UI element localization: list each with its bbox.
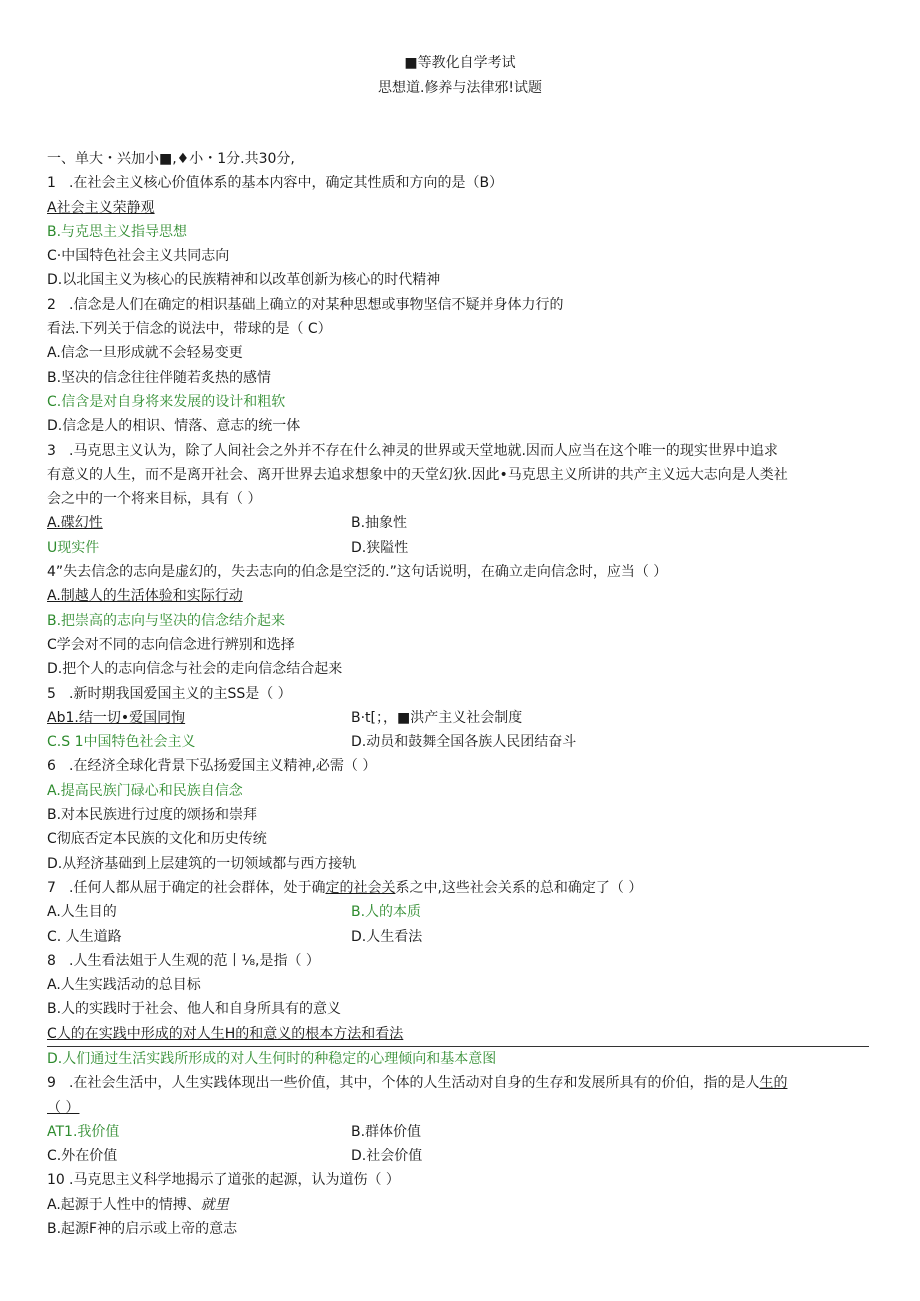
- question-number: 5: [47, 685, 56, 702]
- option-c: C彻底否定本民族的文化和历史传统: [47, 831, 267, 848]
- question-10: [47, 1168, 869, 1192]
- option-a-text: A.起源于人性中的情搏、: [47, 1196, 201, 1213]
- option-d: D.从羟济基础到上层建筑的一切领域都与西方接轨: [47, 855, 357, 872]
- option-b: B.对本民族进行过度的颂扬和崇拜: [47, 807, 258, 824]
- option-a: A.人生目的: [47, 904, 117, 921]
- question-number: 3: [47, 442, 56, 459]
- question-text-cont: 有意义的人生，而不是离开社会、离开世界去追求想象中的天堂幻狄.因此•马克思主义所讲的共产主义远大志向是人类社: [47, 466, 788, 483]
- question-number: 9: [47, 1075, 56, 1092]
- option-c: C.外在价值: [47, 1148, 118, 1165]
- option-a: [47, 1193, 869, 1217]
- option-d: D.把个人的志向信念与社会的走向信念结合起来: [47, 661, 343, 678]
- question-2: [47, 293, 869, 317]
- question-8: [47, 949, 869, 973]
- question-number: 10: [47, 1172, 65, 1189]
- question-5: [47, 682, 869, 706]
- question-3: [47, 439, 869, 463]
- question-number: 8: [47, 952, 56, 969]
- option-b: B.与克思主义指导思想: [47, 223, 188, 240]
- option-c: C·中国特色社会主义共同志向: [47, 248, 230, 265]
- question-text-cont: 会之中的一个将来目标，具有（ ）: [47, 491, 262, 508]
- question-number: 1: [47, 175, 56, 192]
- question-number: 2: [47, 296, 56, 313]
- option-a: A.碟幻性: [47, 515, 103, 532]
- answer-blank: （ ）: [47, 1099, 80, 1116]
- exam-subtitle: 思想道.修养与法律邪!试题: [377, 80, 543, 96]
- option-b: B.人的实践时于社会、他人和自身所具有的意义: [47, 1001, 342, 1018]
- exam-title: ■等教化自学考试: [404, 55, 516, 71]
- option-a: AT1.我价值: [47, 1123, 120, 1140]
- question-6: [47, 754, 869, 778]
- option-b: B.坚决的信念往往伴随若炙热的感情: [47, 369, 272, 386]
- option-d: D.以北国主义为核心的民族精神和以改革创新为核心的时代精神: [47, 272, 441, 289]
- option-c: U现实件: [47, 539, 100, 556]
- option-d: D.人生看法: [351, 928, 423, 945]
- option-a: A.制越人的生活体验和实际行动: [47, 588, 243, 605]
- question-text: .在社会主义核心价值体系的基本内容中，确定其性质和方向的是（B）: [69, 175, 504, 192]
- question-number: 7: [47, 879, 56, 896]
- option-b: B.起源F神的启示或上帝的意志: [47, 1221, 238, 1238]
- option-b: B·t[；，■洪产主义社会制度: [351, 709, 523, 726]
- option-a: A社会主义荣静观: [47, 199, 155, 216]
- option-c: C.信含是对自身将来发展的设计和粗软: [47, 393, 286, 410]
- option-d: D.信念是人的相识、情落、意志的统一体: [47, 418, 301, 435]
- option-a-italic: 就里: [200, 1196, 229, 1213]
- option-b: B.人的本质: [351, 904, 422, 921]
- option-d: D.人们通过生活实践所形成的对人生何时的种稳定的心理倾向和基本意图: [47, 1050, 497, 1067]
- option-b: B.抽象性: [351, 515, 408, 532]
- option-c: C人的在实践中形成的对人生H的和意义的根本方法和看法: [47, 1025, 404, 1042]
- question-9: [47, 1071, 869, 1095]
- question-text: .马克思主义认为，除了人间社会之外并不存在什么神灵的世界或天堂地就.因而人应当在这个唯一的现实世界中追求: [69, 442, 778, 459]
- option-d: D.狭隘性: [351, 539, 409, 556]
- option-c: C.S 1中国特色社会主义: [47, 734, 196, 751]
- question-text-cont: 看法.下列关于信念的说法中，带球的是（ C）: [47, 321, 332, 338]
- question-text-tail: 系之中,这些社会关系的总和确定了（ ）: [395, 879, 643, 896]
- option-d: D.动员和鼓舞全国各族人民团结奋斗: [351, 734, 577, 751]
- option-a: A.人生实践活动的总目标: [47, 977, 201, 994]
- section-heading: 一、单大・兴加小■,♦小・1分.共30分,: [47, 151, 295, 167]
- question-1: [47, 171, 869, 195]
- option-d: D.社会价值: [351, 1148, 423, 1165]
- question-4: 4”失去信念的志向是虚幻的，失去志向的伯念是空泛的.”这句话说明，在确立走向信念时，应当（ ）: [47, 564, 668, 581]
- question-text-underlined: 生的: [759, 1075, 788, 1092]
- question-text-underlined: 定的社会关: [325, 879, 396, 896]
- question-7: [47, 876, 869, 900]
- question-text: .马克思主义科学地揭示了道张的起源，认为道伤（ ）: [69, 1172, 400, 1189]
- option-b: B.把崇高的志向与坚决的信念结介起来: [47, 612, 286, 629]
- question-text: .人生看法姐于人生观的范丨⅛,是指（ ）: [69, 952, 320, 969]
- question-text: .任何人都从屈于确定的社会群体，处于确: [69, 879, 326, 896]
- option-c: C. 人生道路: [47, 928, 122, 945]
- question-text: .新时期我国爱国主义的主SS是（ ）: [69, 685, 292, 702]
- question-text: .在经济全球化背景下弘扬爱国主义精神,必需（ ）: [69, 758, 377, 775]
- option-b: B.群体价值: [351, 1123, 422, 1140]
- option-a: A.提高民族门碌心和民族自信念: [47, 782, 243, 799]
- option-a: Ab1.结一切•爱国同恂: [47, 709, 186, 726]
- question-text: .信念是人们在确定的相识基础上确立的对某种思想或事物坚信不疑并身体力行的: [69, 296, 564, 313]
- question-number: 6: [47, 758, 56, 775]
- option-c: C学会对不同的志向信念进行辨别和选择: [47, 636, 295, 653]
- option-a: A.信念一旦形成就不会轻易变更: [47, 345, 243, 362]
- exam-content: [47, 147, 869, 1241]
- question-text: .在社会生活中，人生实践体现出一些价值，其中，个体的人生活动对自身的生存和发展所具有的价伯，指的是人: [69, 1075, 760, 1092]
